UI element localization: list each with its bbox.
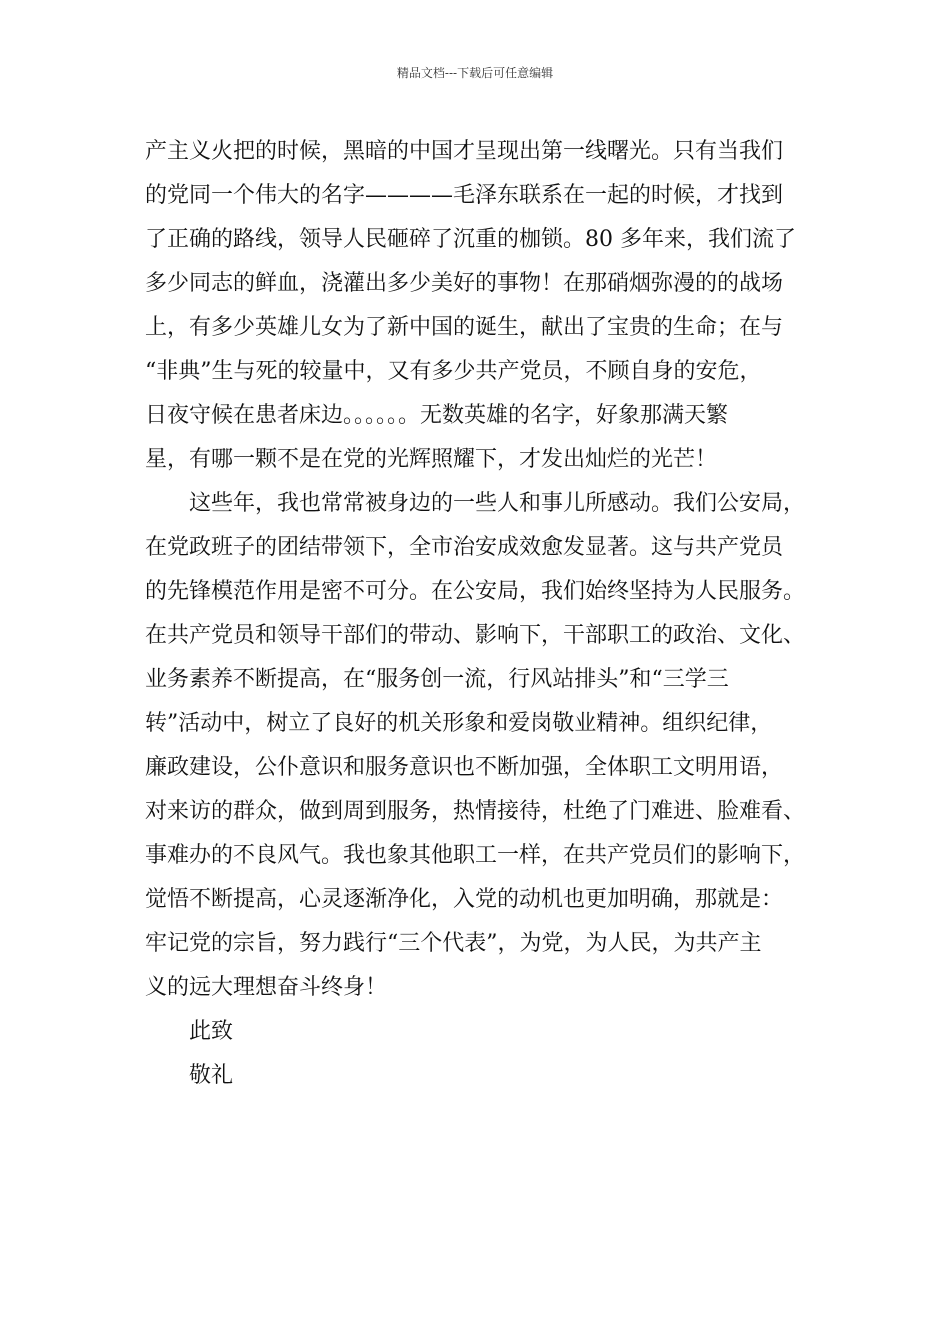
text-line: 的先锋模范作用是密不可分。在公安局，我们始终坚持为人民服务。 [145, 579, 806, 604]
text-line: 廉政建设，公仆意识和服务意识也不断加强，全体职工文明用语， [145, 755, 784, 780]
closing-salutation: 此致 [189, 1019, 234, 1044]
text-line: 多少同志的鲜血，浇灌出多少美好的事物！在那硝烟弥漫的的战场 [145, 271, 784, 296]
text-line: 对来访的群众，做到周到服务，热情接待，杜绝了门难进、脸难看、 [145, 799, 806, 824]
text-line: 牢记党的宗旨，努力践行“三个代表”，为党，为人民，为共产主 [145, 931, 762, 956]
text-line: 上，有多少英雄儿女为了新中国的诞生，献出了宝贵的生命；在与 [145, 315, 784, 340]
text-line: 日夜守候在患者床边。。。。。。无数英雄的名字，好象那满天繁 [145, 403, 729, 428]
document-body [145, 130, 825, 1098]
text-line: 觉悟不断提高，心灵逐渐净化，入党的动机也更加明确，那就是： [145, 887, 784, 912]
text-line: 产主义火把的时候，黑暗的中国才呈现出第一线曙光。只有当我们 [145, 139, 784, 164]
text-line: 在共产党员和领导干部们的带动、影响下，干部职工的政治、文化、 [145, 623, 806, 648]
text-line: “非典”生与死的较量中，又有多少共产党员，不顾自身的安危， [145, 359, 762, 384]
text-line: 在党政班子的团结带领下，全市治安成效愈发显著。这与共产党员 [145, 535, 784, 560]
text-line: 的党同一个伟大的名字————毛泽东联系在一起的时候，才找到 [145, 183, 784, 208]
text-line-indented: 这些年，我也常常被身边的一些人和事儿所感动。我们公安局， [189, 491, 806, 516]
text-line: 了正确的路线，领导人民砸碎了沉重的枷锁。80 多年来，我们流了 [145, 227, 796, 252]
text-line: 星，有哪一颗不是在党的光辉照耀下，才发出灿烂的光芒！ [145, 447, 718, 472]
page-header: 精品文档---下载后可任意编辑 [396, 66, 554, 80]
text-line: 事难办的不良风气。我也象其他职工一样，在共产党员们的影响下， [145, 843, 806, 868]
closing-regards: 敬礼 [189, 1063, 234, 1088]
text-line: 转”活动中，树立了良好的机关形象和爱岗敬业精神。组织纪律， [145, 711, 773, 736]
text-line: 义的远大理想奋斗终身！ [145, 975, 388, 1000]
text-line: 业务素养不断提高，在“服务创一流，行风站排头”和“三学三 [145, 667, 729, 692]
